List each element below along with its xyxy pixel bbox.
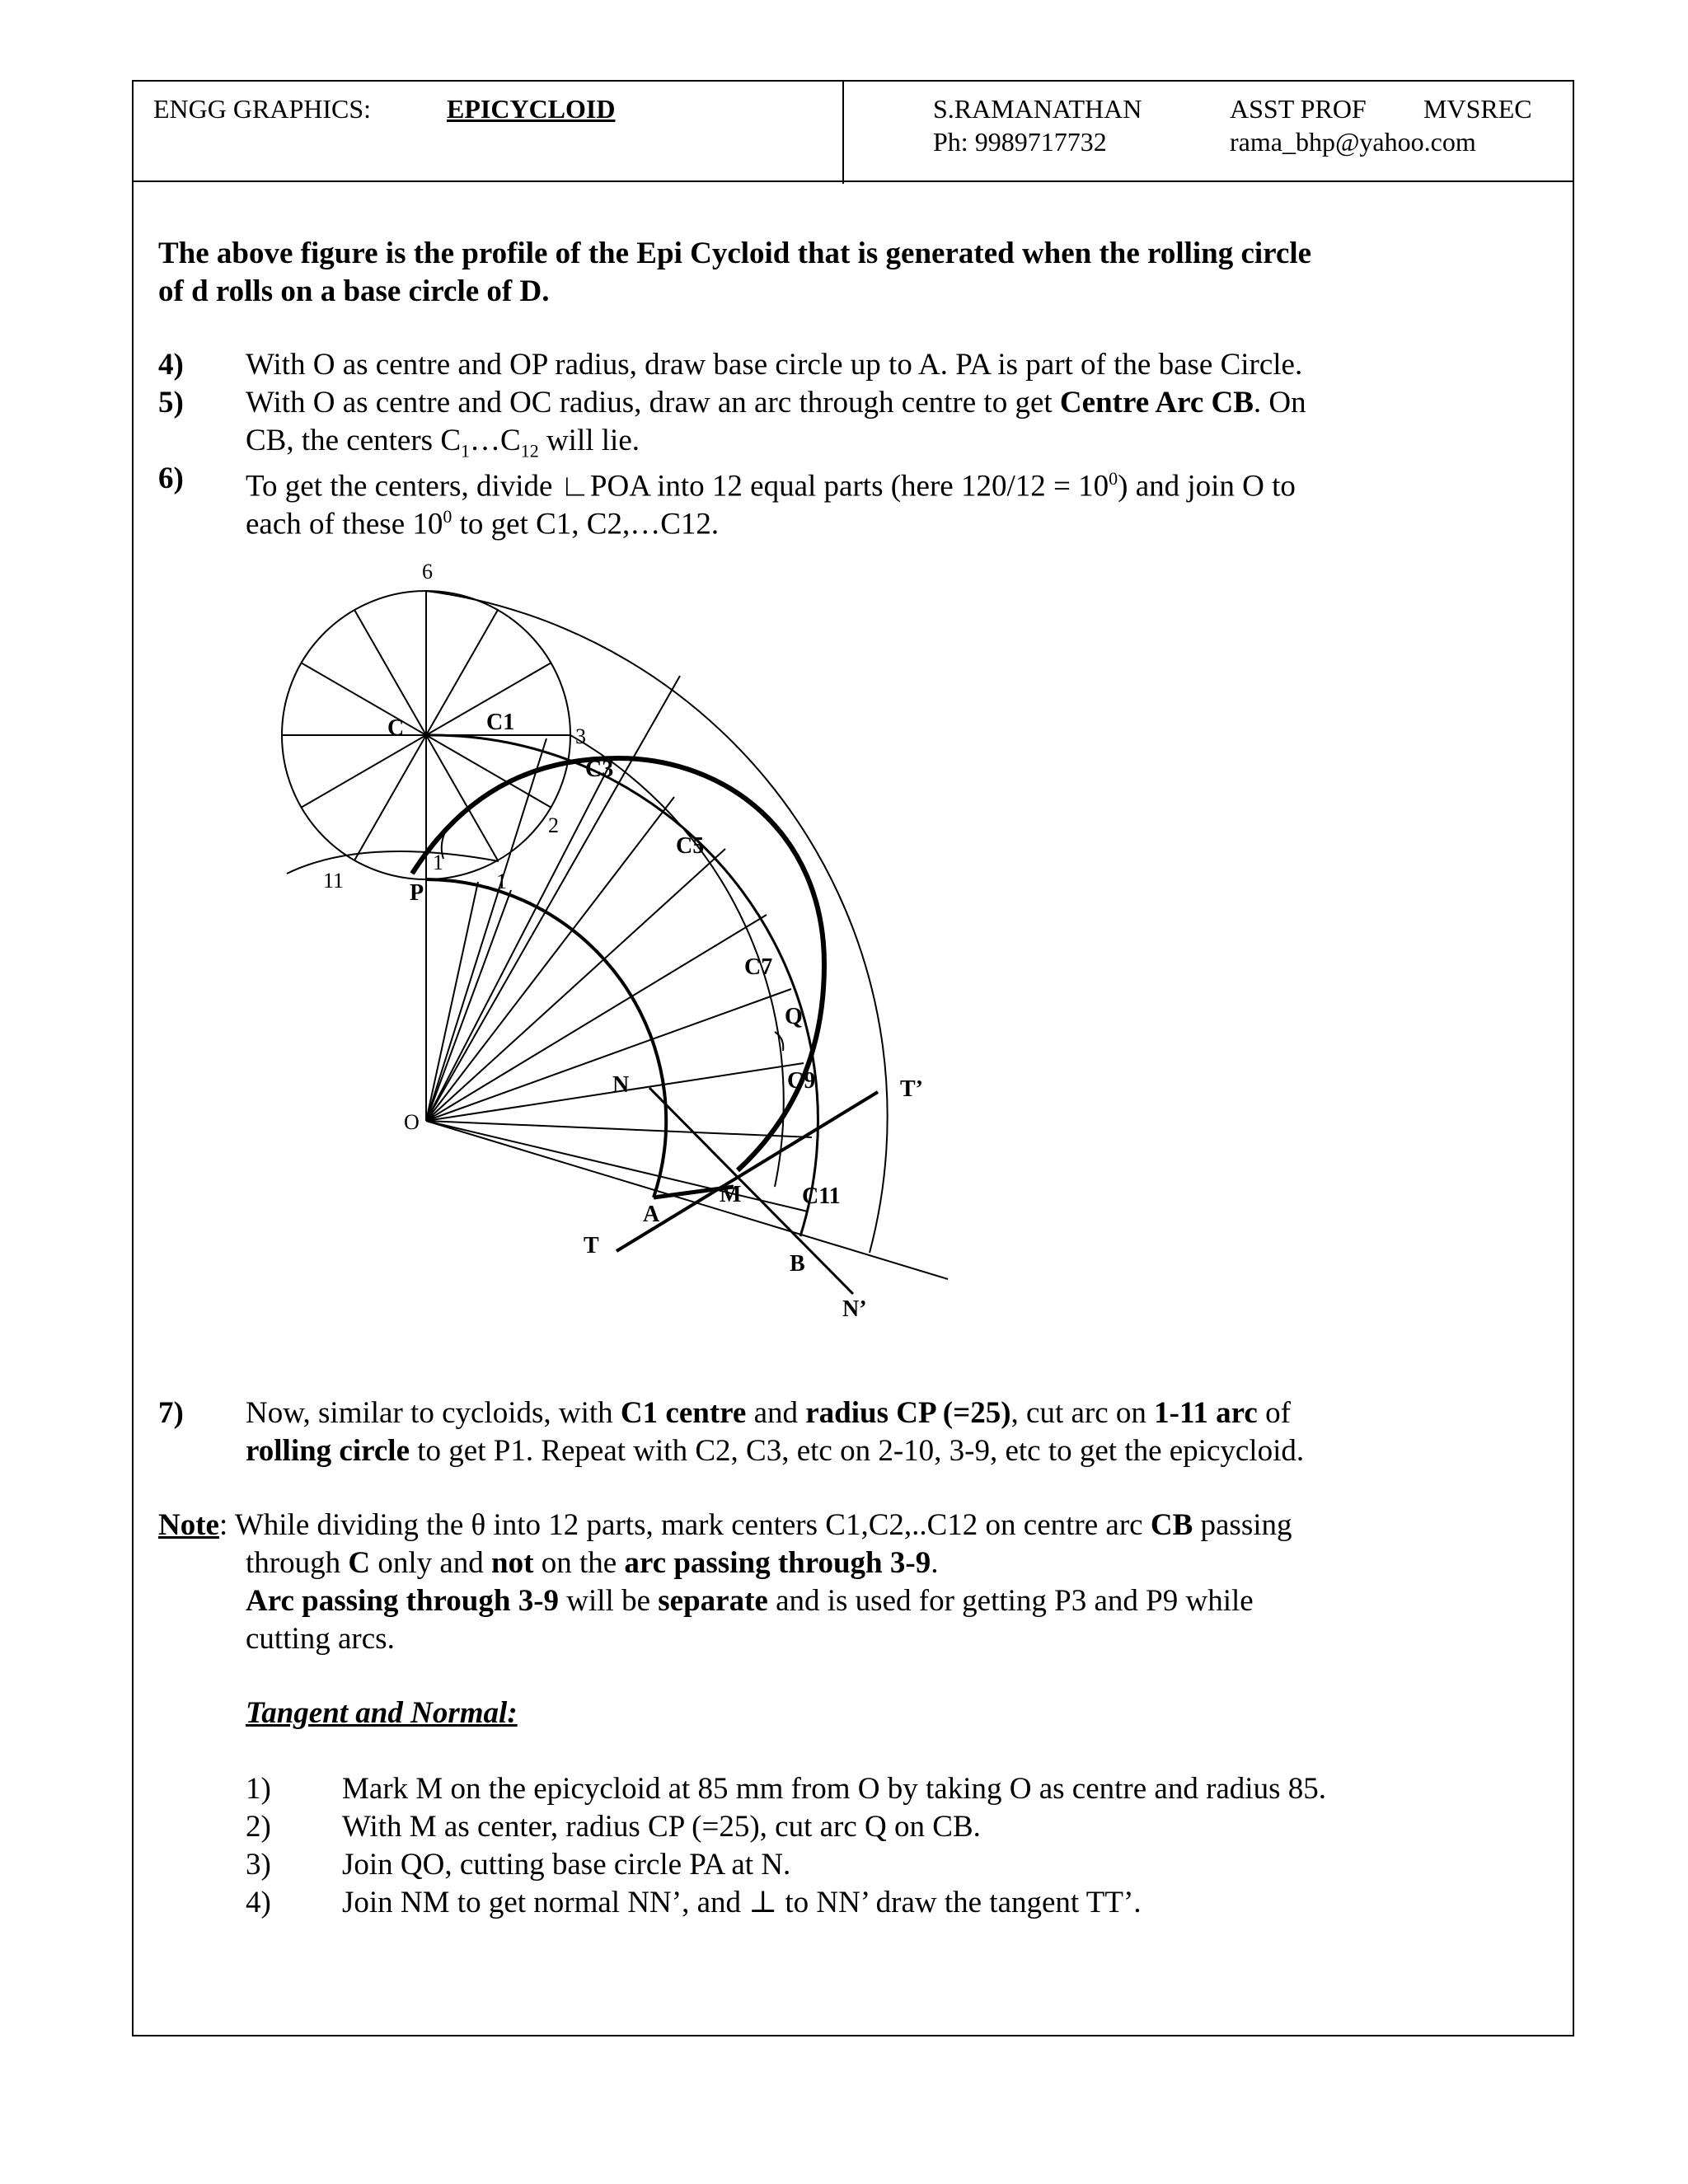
note-line-2: through C only and not on the arc passing through 3-9.	[246, 1546, 939, 1580]
intro-line-1: The above figure is the profile of the Epi Cycloid that is generated when the rolling circle	[158, 237, 1312, 270]
label-c: C	[387, 715, 405, 741]
topic-title: EPICYCLOID	[447, 94, 616, 124]
radial-line	[426, 989, 791, 1121]
arc-1-11	[287, 851, 499, 874]
label-m: M	[720, 1182, 742, 1207]
author-designation: ASST PROF	[1230, 94, 1367, 124]
label-3: 3	[575, 724, 586, 748]
label-n: N	[612, 1072, 630, 1098]
label-1: 1	[496, 869, 507, 893]
step-text: Now, similar to cycloids, with C1 centre and radius CP (=25), cut arc on 1-11 arc of	[246, 1396, 1291, 1430]
list-number: 2)	[246, 1810, 271, 1844]
step-text: To get the centers, divide ∟POA into 12 equal parts (here $120/12 = 10^0$) and join O to	[246, 468, 1296, 504]
note-line-4: cutting arcs.	[246, 1622, 395, 1656]
note-line-1: Note: While dividing the θ into 12 parts, mark centers C1,C2,..C12 on centre arc CB passing	[158, 1508, 1292, 1542]
label-t: T	[584, 1233, 599, 1258]
step-text: With O as centre and OC radius, draw an arc through centre to get Centre Arc CB. On	[246, 386, 1306, 419]
header	[134, 82, 1573, 182]
list-number: 1)	[246, 1772, 271, 1806]
tangent-line	[617, 1092, 878, 1251]
list-number: 4)	[246, 1886, 271, 1919]
epicycloid-diagram	[264, 560, 1006, 1335]
institute: MVSREC	[1423, 94, 1532, 124]
radial-line	[426, 1121, 948, 1279]
label-6: 6	[422, 560, 433, 583]
label-o: O	[404, 1110, 420, 1134]
tangent-heading: Tangent and Normal:	[246, 1696, 518, 1730]
label-a: A	[643, 1202, 660, 1227]
author-email: rama_bhp@yahoo.com	[1230, 127, 1476, 157]
perpendicular-symbol: ⊥	[748, 1886, 778, 1919]
label-c5: C5	[676, 833, 705, 859]
step-number: 6)	[158, 462, 184, 495]
label-t-prime: T’	[900, 1076, 923, 1102]
division-line	[301, 735, 426, 808]
list-item: Mark M on the epicycloid at 85 mm from O by taking O as centre and radius 85.	[342, 1772, 1326, 1806]
step-text: rolling circle to get P1. Repeat with C2, C3, etc on 2-10, 3-9, etc to get the epicycloid.	[246, 1434, 1305, 1468]
label-b: B	[790, 1251, 805, 1277]
author-name: S.RAMANATHAN	[933, 94, 1142, 124]
step-number: 5)	[158, 386, 184, 419]
step-number: 4)	[158, 348, 184, 382]
note-line-3: Arc passing through 3-9 will be separate and is used for getting P3 and P9 while	[246, 1584, 1254, 1618]
label-p: P	[410, 880, 424, 906]
list-number: 3)	[246, 1848, 271, 1882]
step-text: With O as centre and OP radius, draw base circle up to A. PA is part of the base Circle.	[246, 348, 1303, 382]
subject: ENGG GRAPHICS:	[153, 94, 372, 124]
list-item: Join QO, cutting base circle PA at N.	[342, 1848, 791, 1882]
label-1-small: 1	[433, 851, 443, 874]
step-text: each of these $10^0$ to get C1, C2,…C12.	[246, 506, 720, 541]
step-number: 7)	[158, 1396, 184, 1430]
step-text: CB, the centers $C_1\dots C_{12}$ will lie.	[246, 424, 640, 462]
radial-line	[426, 676, 680, 1121]
list-item: With M as center, radius CP (=25), cut arc Q on CB.	[342, 1810, 981, 1844]
author-phone: Ph: 9989717732	[933, 127, 1107, 157]
division-line	[354, 735, 426, 860]
label-2: 2	[548, 813, 559, 837]
label-n-prime: N’	[842, 1296, 867, 1322]
label-c11: C11	[802, 1183, 841, 1209]
radial-line	[426, 849, 725, 1121]
list-item: Join NM to get normal NN’, and ⊥ to NN’ draw the tangent TT’.	[342, 1886, 1142, 1919]
label-q: Q	[785, 1004, 803, 1029]
radial-line	[426, 915, 767, 1121]
intro-line-2: of d rolls on a base circle of D.	[158, 274, 550, 308]
label-c7: C7	[744, 954, 773, 980]
radial-line	[426, 797, 674, 1121]
label-c1: C1	[486, 710, 515, 735]
header-divider	[842, 82, 844, 184]
label-11: 11	[323, 869, 345, 893]
label-c9: C9	[787, 1068, 816, 1094]
division-line	[301, 663, 426, 735]
label-c3: C3	[585, 757, 614, 782]
